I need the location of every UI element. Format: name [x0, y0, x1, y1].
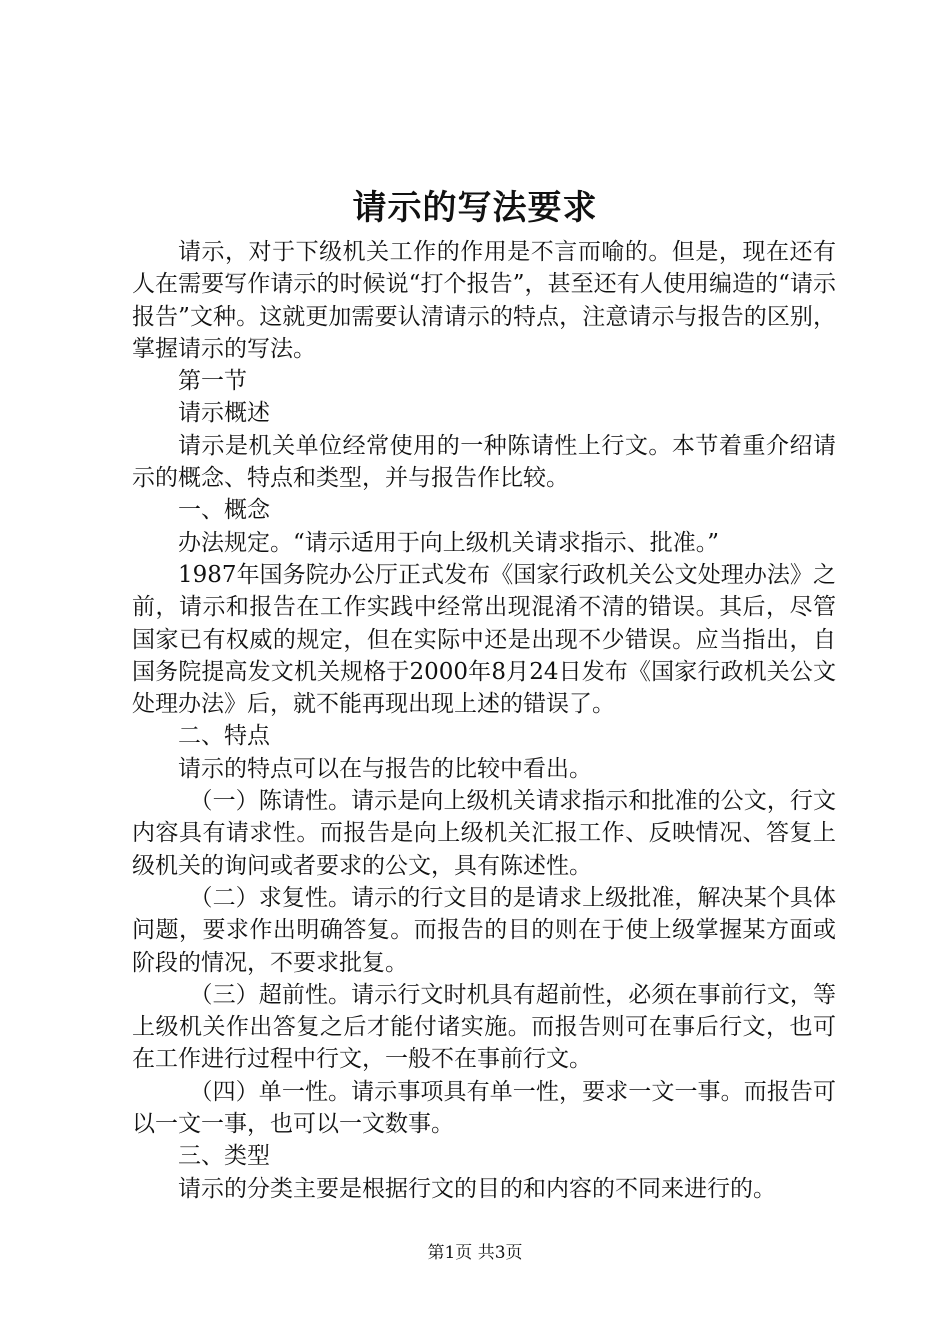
page-title: 请示的写法要求	[352, 188, 598, 228]
section-heading: 一、概念	[178, 497, 270, 524]
section-heading: 二、特点	[178, 723, 270, 750]
paragraph: （一）陈请性。请示是向上级机关请求指示和批准的公文，行文内容具有请求性。而报告是向上级机关汇报工作、反映情况、答复上级机关的询问或者要求的公文，具有陈述性。	[132, 788, 836, 879]
paragraph: （二）求复性。请示的行文目的是请求上级批准，解决某个具体问题，要求作出明确答复。而报告的目的则在于使上级掌握某方面或阶段的情况，不要求批复。	[132, 884, 836, 976]
paragraph: 请示的特点可以在与报告的比较中看出。	[178, 755, 592, 782]
paragraph: 办法规定。“请示适用于向上级机关请求指示、批准。”	[178, 529, 720, 556]
paragraph: 请示是机关单位经常使用的一种陈请性上行文。本节着重介绍请示的概念、特点和类型，并与报告作比较。	[132, 432, 836, 492]
page-footer: 第1页 共3页	[427, 1243, 523, 1263]
paragraph: （四）单一性。请示事项具有单一性，要求一文一事。而报告可以一文一事，也可以一文数事。	[132, 1078, 836, 1138]
paragraph: 1987年国务院办公厅正式发布《国家行政机关公文处理办法》之前，请示和报告在工作实践中经常出现混淆不清的错误。其后，尽管国家已有权威的规定，但在实际中还是出现不少错误。应当指出，自国务院提高发文机关规格于2000年8月24日发布《国家行政机关公文处理办法》后，就不能再现出现上述的错误了。	[132, 561, 836, 718]
section-heading: 第一节	[178, 368, 247, 395]
section-heading: 三、类型	[178, 1143, 270, 1170]
section-heading: 请示概述	[178, 400, 270, 427]
document-body	[132, 236, 836, 1205]
paragraph: （三）超前性。请示行文时机具有超前性，必须在事前行文，等上级机关作出答复之后才能付诸实施。而报告则可在事后行文，也可在工作进行过程中行文，一般不在事前行文。	[132, 981, 836, 1073]
paragraph: 请示，对于下级机关工作的作用是不言而喻的。但是，现在还有人在需要写作请示的时候说“打个报告”，甚至还有人使用编造的“请示报告”文种。这就更加需要认清请示的特点，注意请示与报告的区别，掌握请示的写法。	[132, 239, 836, 362]
paragraph: 请示的分类主要是根据行文的目的和内容的不同来进行的。	[178, 1175, 776, 1202]
